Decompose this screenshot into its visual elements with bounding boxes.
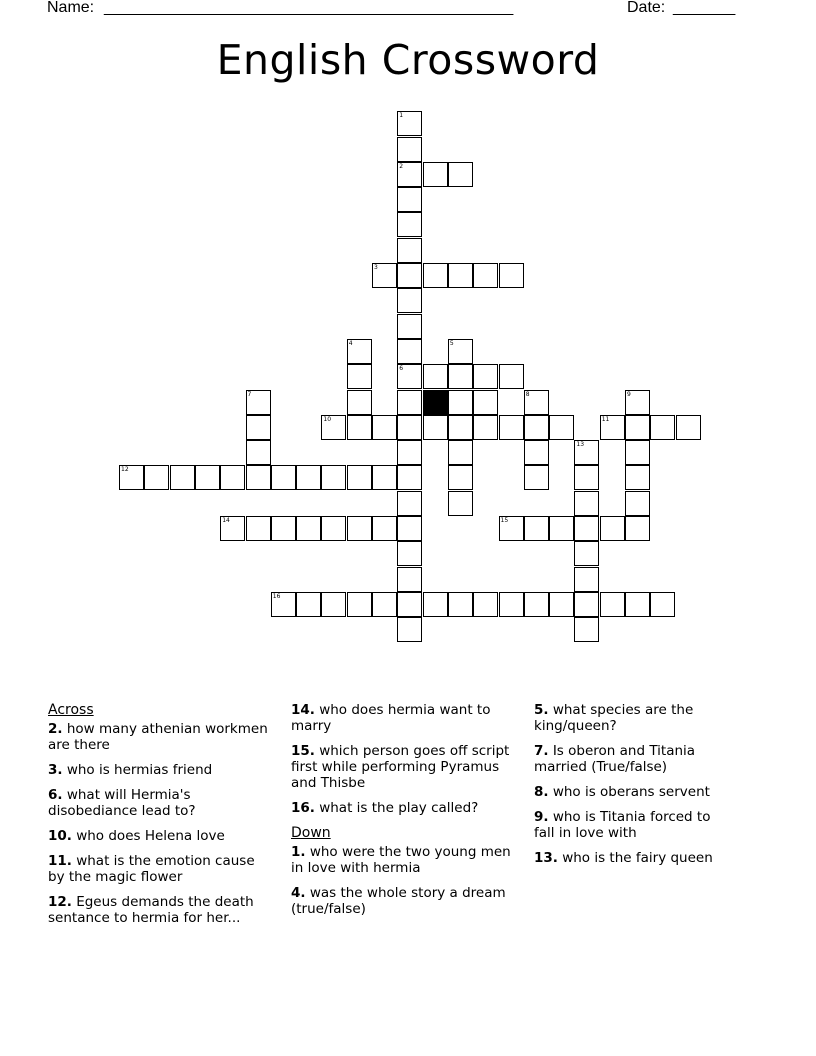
clue-number: 9. (534, 809, 549, 825)
grid-cell[interactable] (246, 440, 271, 465)
clue-text: who is hermias friend (62, 762, 213, 778)
across-clue (48, 894, 273, 926)
date-line: _______ (673, 0, 736, 16)
grid-cell[interactable] (524, 465, 549, 490)
grid-cell[interactable] (499, 263, 524, 288)
grid-cell[interactable] (423, 162, 448, 187)
grid-cell[interactable] (347, 364, 372, 389)
clue-number: 6 (399, 365, 404, 373)
grid-cell[interactable] (321, 516, 346, 541)
grid-cell[interactable] (372, 465, 397, 490)
grid-cell[interactable] (246, 516, 271, 541)
grid-cell[interactable] (397, 617, 422, 642)
clue-number: 3 (374, 264, 378, 271)
grid-cell[interactable] (347, 415, 372, 440)
clue-number: 12 (121, 466, 129, 474)
grid-cell[interactable] (296, 592, 321, 617)
grid-cell[interactable] (625, 592, 650, 617)
clue-number: 1 (399, 112, 404, 120)
grid-cell[interactable] (397, 238, 422, 263)
grid-cell[interactable] (650, 415, 675, 440)
grid-cell[interactable] (448, 592, 473, 617)
grid-cell[interactable] (448, 263, 473, 288)
grid-cell-10[interactable] (321, 415, 346, 440)
across-clue (48, 828, 273, 844)
grid-cell[interactable] (423, 364, 448, 389)
grid-cell[interactable] (574, 567, 599, 592)
grid-cell[interactable] (144, 465, 169, 490)
grid-cell[interactable] (448, 465, 473, 490)
clue-number: 5 (449, 339, 454, 347)
clue-text: what species are the king/queen? (534, 702, 694, 734)
clue-number: 6. (48, 787, 63, 803)
grid-cell[interactable] (397, 440, 422, 465)
grid-cell[interactable] (574, 541, 599, 566)
grid-cell[interactable] (448, 162, 473, 187)
clue-number: 15 (500, 517, 509, 524)
grid-cell[interactable] (372, 516, 397, 541)
across-clue (291, 702, 511, 734)
grid-cell[interactable] (372, 592, 397, 617)
grid-cell[interactable] (372, 415, 397, 440)
grid-cell-3[interactable] (372, 263, 397, 288)
grid-cell[interactable] (397, 491, 422, 516)
grid-cell[interactable] (397, 288, 422, 313)
grid-cell[interactable] (397, 390, 422, 415)
grid-cell[interactable] (549, 516, 574, 541)
grid-cell[interactable] (574, 465, 599, 490)
down-heading: Down (291, 825, 331, 841)
clue-text: who does Helena love (71, 828, 225, 844)
clue-text: who is oberans servent (548, 784, 710, 800)
clue-number: 10 (323, 415, 332, 423)
grid-cell[interactable] (574, 617, 599, 642)
grid-cell[interactable] (549, 415, 574, 440)
grid-cell[interactable] (347, 592, 372, 617)
clue-number: 8 (525, 390, 530, 398)
clue-number: 8. (534, 784, 549, 800)
grid-cell[interactable] (676, 415, 701, 440)
grid-cell[interactable] (423, 592, 448, 617)
grid-cell[interactable] (473, 263, 498, 288)
grid-cell[interactable] (499, 415, 524, 440)
clues-column-2 (291, 702, 511, 926)
grid-cell[interactable] (574, 516, 599, 541)
date-label: Date: (627, 0, 666, 16)
grid-cell[interactable] (397, 592, 422, 617)
across-clue (48, 721, 273, 753)
clue-number: 13 (576, 441, 585, 449)
grid-cell-4[interactable] (347, 339, 372, 364)
grid-cell[interactable] (625, 415, 650, 440)
across-heading: Across (48, 702, 94, 718)
grid-cell[interactable] (321, 465, 346, 490)
grid-cell-1[interactable] (397, 111, 422, 136)
grid-cell[interactable] (347, 516, 372, 541)
grid-cell[interactable] (448, 415, 473, 440)
grid-cell[interactable] (170, 465, 195, 490)
clue-number: 10. (48, 828, 72, 844)
clue-text: who is the fairy queen (557, 850, 713, 866)
clue-text: what will Hermia's disobediance lead to? (48, 787, 196, 819)
clue-number: 4. (291, 885, 306, 901)
grid-cell-13[interactable] (574, 440, 599, 465)
grid-cell[interactable] (600, 592, 625, 617)
grid-cell[interactable] (296, 465, 321, 490)
clue-number: 7. (534, 743, 549, 759)
clues-column-1 (48, 702, 273, 935)
grid-cell[interactable] (195, 465, 220, 490)
grid-cell-12[interactable] (119, 465, 144, 490)
clue-number: 5. (534, 702, 549, 718)
grid-cell[interactable] (473, 390, 498, 415)
page-title: English Crossword (216, 36, 600, 84)
grid-cell-16[interactable] (271, 592, 296, 617)
grid-cell[interactable] (220, 465, 245, 490)
grid-cell[interactable] (499, 592, 524, 617)
grid-cell[interactable] (448, 491, 473, 516)
down-clue (534, 784, 734, 800)
grid-cell[interactable] (524, 440, 549, 465)
grid-cell[interactable] (397, 187, 422, 212)
clue-number: 1. (291, 844, 306, 860)
clue-number: 16. (291, 800, 315, 816)
grid-cell[interactable] (423, 415, 448, 440)
clue-text: who does hermia want to marry (291, 702, 491, 734)
grid-cell[interactable] (246, 465, 271, 490)
grid-cell-15[interactable] (499, 516, 524, 541)
grid-cell[interactable] (625, 440, 650, 465)
grid-cell-7[interactable] (246, 390, 271, 415)
grid-cell[interactable] (397, 263, 422, 288)
grid-cell[interactable] (347, 465, 372, 490)
black-cell (423, 390, 448, 415)
down-clue (291, 844, 511, 876)
clue-text: who is Titania forced to fall in love with (534, 809, 711, 841)
clue-number: 14 (222, 517, 230, 524)
across-clue (48, 853, 273, 885)
clue-text: which person goes off script first while performing Pyramus and Thisbe (291, 743, 510, 791)
clue-number: 4 (348, 339, 353, 347)
clue-number: 16 (272, 592, 281, 600)
clue-text: Egeus demands the death sentance to hermia for her... (48, 894, 254, 926)
grid-cell[interactable] (473, 415, 498, 440)
grid-cell-6[interactable] (397, 364, 422, 389)
grid-cell[interactable] (625, 465, 650, 490)
grid-cell[interactable] (499, 364, 524, 389)
down-clue (534, 743, 734, 775)
grid-cell-14[interactable] (220, 516, 245, 541)
grid-cell[interactable] (549, 592, 574, 617)
grid-cell[interactable] (524, 415, 549, 440)
clue-text: how many athenian workmen are there (48, 721, 268, 753)
across-clue (291, 743, 511, 791)
grid-cell[interactable] (397, 415, 422, 440)
grid-cell[interactable] (625, 516, 650, 541)
grid-cell[interactable] (397, 465, 422, 490)
clue-number: 7 (247, 390, 252, 398)
grid-cell-11[interactable] (600, 415, 625, 440)
clue-number: 12. (48, 894, 72, 910)
clue-number: 2. (48, 721, 63, 737)
grid-cell[interactable] (650, 592, 675, 617)
grid-cell[interactable] (397, 516, 422, 541)
grid-cell[interactable] (271, 465, 296, 490)
clue-number: 11. (48, 853, 72, 869)
down-clue (534, 702, 734, 734)
grid-cell-9[interactable] (625, 390, 650, 415)
grid-cell[interactable] (397, 137, 422, 162)
clue-text: who were the two young men in love with hermia (291, 844, 511, 876)
clue-number: 9 (627, 390, 631, 398)
grid-cell[interactable] (347, 390, 372, 415)
clue-number: 11 (601, 415, 610, 423)
grid-cell[interactable] (397, 212, 422, 237)
grid-cell[interactable] (574, 592, 599, 617)
clues-column-3 (534, 702, 734, 875)
clue-text: Is oberon and Titania married (True/false) (534, 743, 696, 775)
grid-cell[interactable] (397, 314, 422, 339)
grid-cell-5[interactable] (448, 339, 473, 364)
grid-cell[interactable] (448, 364, 473, 389)
across-clue (48, 762, 273, 778)
grid-cell[interactable] (423, 263, 448, 288)
grid-cell[interactable] (625, 491, 650, 516)
clue-text: what is the play called? (314, 800, 479, 816)
grid-cell[interactable] (321, 592, 346, 617)
grid-cell[interactable] (271, 516, 296, 541)
grid-cell[interactable] (524, 516, 549, 541)
clue-number: 3. (48, 762, 63, 778)
grid-cell[interactable] (397, 339, 422, 364)
down-clue (534, 809, 734, 841)
across-clue (291, 800, 511, 816)
clue-number: 13. (534, 850, 558, 866)
grid-cell[interactable] (574, 491, 599, 516)
grid-cell[interactable] (473, 364, 498, 389)
grid-cell[interactable] (397, 567, 422, 592)
down-clue (534, 850, 734, 866)
grid-cell[interactable] (524, 592, 549, 617)
clue-number: 15. (291, 743, 315, 759)
grid-cell-8[interactable] (524, 390, 549, 415)
name-label: Name: (47, 0, 95, 16)
across-clue (48, 787, 273, 819)
grid-cell[interactable] (448, 390, 473, 415)
clue-text: what is the emotion cause by the magic flower (48, 853, 255, 885)
clue-number: 14. (291, 702, 315, 718)
grid-cell[interactable] (473, 592, 498, 617)
grid-cell[interactable] (246, 415, 271, 440)
clue-number: 2 (399, 162, 404, 170)
grid-cell[interactable] (397, 541, 422, 566)
grid-cell[interactable] (296, 516, 321, 541)
name-line: ______________________________________________ (104, 0, 514, 16)
grid-cell[interactable] (448, 440, 473, 465)
clue-text: was the whole story a dream (true/false) (291, 885, 506, 917)
down-clue (291, 885, 511, 917)
grid-cell-2[interactable] (397, 162, 422, 187)
grid-cell[interactable] (600, 516, 625, 541)
